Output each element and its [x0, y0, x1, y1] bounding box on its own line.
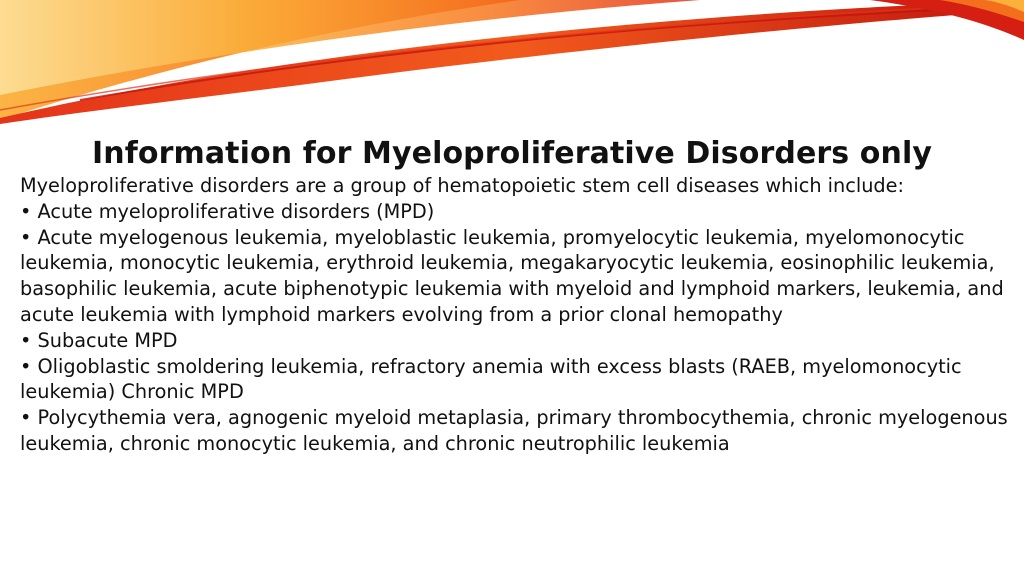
bullet-item: • Acute myelogenous leukemia, myeloblastic leukemia, promyelocytic leukemia, myelomonocytic leukemia, monocytic leukemia, erythroid leukemia, megakaryocytic leukemia, eosinophilic leukemia, basophilic leukemia, acute biphenotypic leukemia with myeloid and lymphoid markers, leukemia, and acute leukemia with lymphoid markers evolving from a prior clonal hemopathy — [20, 225, 1004, 326]
intro-paragraph: Myeloproliferative disorders are a group of hematopoietic stem cell diseases which include: — [20, 174, 905, 197]
bullet-item: • Acute myeloproliferative disorders (MPD) — [20, 199, 435, 223]
bullet-item: • Oligoblastic smoldering leukemia, refractory anemia with excess blasts (RAEB, myelomonocytic leukemia) Chronic MPD — [20, 354, 962, 404]
bullet-item: • Subacute MPD — [20, 328, 178, 352]
slide-title: Information for Myeloproliferative Disorders only — [92, 136, 932, 171]
bullet-item: • Polycythemia vera, agnogenic myeloid metaplasia, primary thrombocythemia, chronic myelogenous leukemia, chronic monocytic leukemia, and chronic neutrophilic leukemia — [20, 406, 1008, 455]
decorative-flame-swoosh — [0, 0, 1024, 140]
slide-body — [20, 173, 1010, 457]
